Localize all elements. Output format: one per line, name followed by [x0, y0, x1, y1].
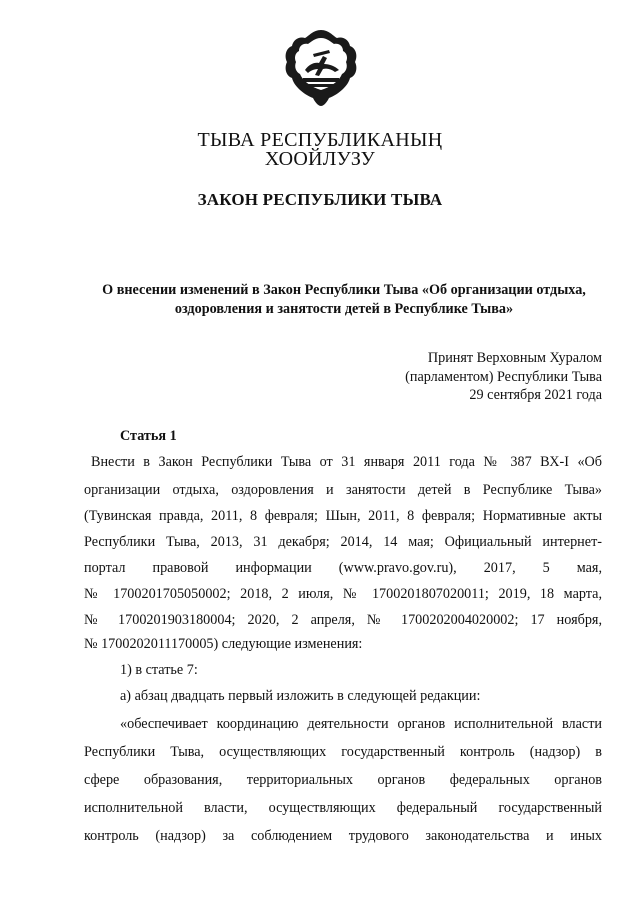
article-heading: Статья 1: [120, 428, 177, 444]
article-text-line: № 1700202011170005) следующие изменения:: [84, 636, 363, 652]
adopted-line-1: Принят Верховным Хуралом: [427, 350, 602, 366]
adopted-date: 29 сентября 2021 года: [469, 387, 602, 403]
adopted-line-2: (парламентом) Республики Тыва: [405, 369, 602, 385]
quote-text-line: контроль (надзор) за соблюдением трудового законодательства и иных: [84, 828, 602, 844]
coat-of-arms-tuva-icon: [283, 28, 359, 108]
article-text-line: организации отдыха, оздоровления и занятости детей в Республике Тыва»: [84, 482, 602, 498]
article-text-line: портал правовой информации (www.pravo.gov.ru), 2017, 5 мая,: [84, 560, 602, 576]
quote-text-line: «обеспечивает координацию деятельности органов исполнительной власти: [120, 716, 602, 732]
article-text-line: № 1700201705050002; 2018, 2 июля, № 1700201807020011; 2019, 18 марта,: [84, 586, 602, 602]
law-title: ЗАКОН РЕСПУБЛИКИ ТЫВА: [197, 190, 443, 209]
header-line-1: ТЫВА РЕСПУБЛИКАНЫҢ: [197, 129, 443, 151]
article-text-line: (Тувинская правда, 2011, 8 февраля; Шын, 2011, 8 февраля; Нормативные акты: [84, 508, 602, 524]
article-text-line: Внести в Закон Республики Тыва от 31 января 2011 года № 387 ВХ-I «Об: [91, 454, 602, 470]
item-1: 1) в статье 7:: [120, 662, 198, 678]
header-line-2: ХООЙЛУЗУ: [264, 148, 376, 170]
quote-text-line: исполнительной власти, осуществляющих федеральный государственный: [84, 800, 602, 816]
article-text-line: № 1700201903180004; 2020, 2 апреля, № 1700202004020002; 17 ноября,: [84, 612, 602, 628]
law-subject-line-1: О внесении изменений в Закон Республики Тыва «Об организации отдыха,: [102, 282, 586, 298]
law-subject-line-2: оздоровления и занятости детей в Республике Тыва»: [174, 301, 514, 317]
quote-text-line: сфере образования, территориальных органов федеральных органов: [84, 772, 602, 788]
item-1a: а) абзац двадцать первый изложить в следующей редакции:: [120, 688, 481, 704]
article-text-line: Республики Тыва, 2013, 31 декабря; 2014, 14 мая; Официальный интернет-: [84, 534, 602, 550]
quote-text-line: Республики Тыва, осуществляющих государственный контроль (надзор) в: [84, 744, 602, 760]
